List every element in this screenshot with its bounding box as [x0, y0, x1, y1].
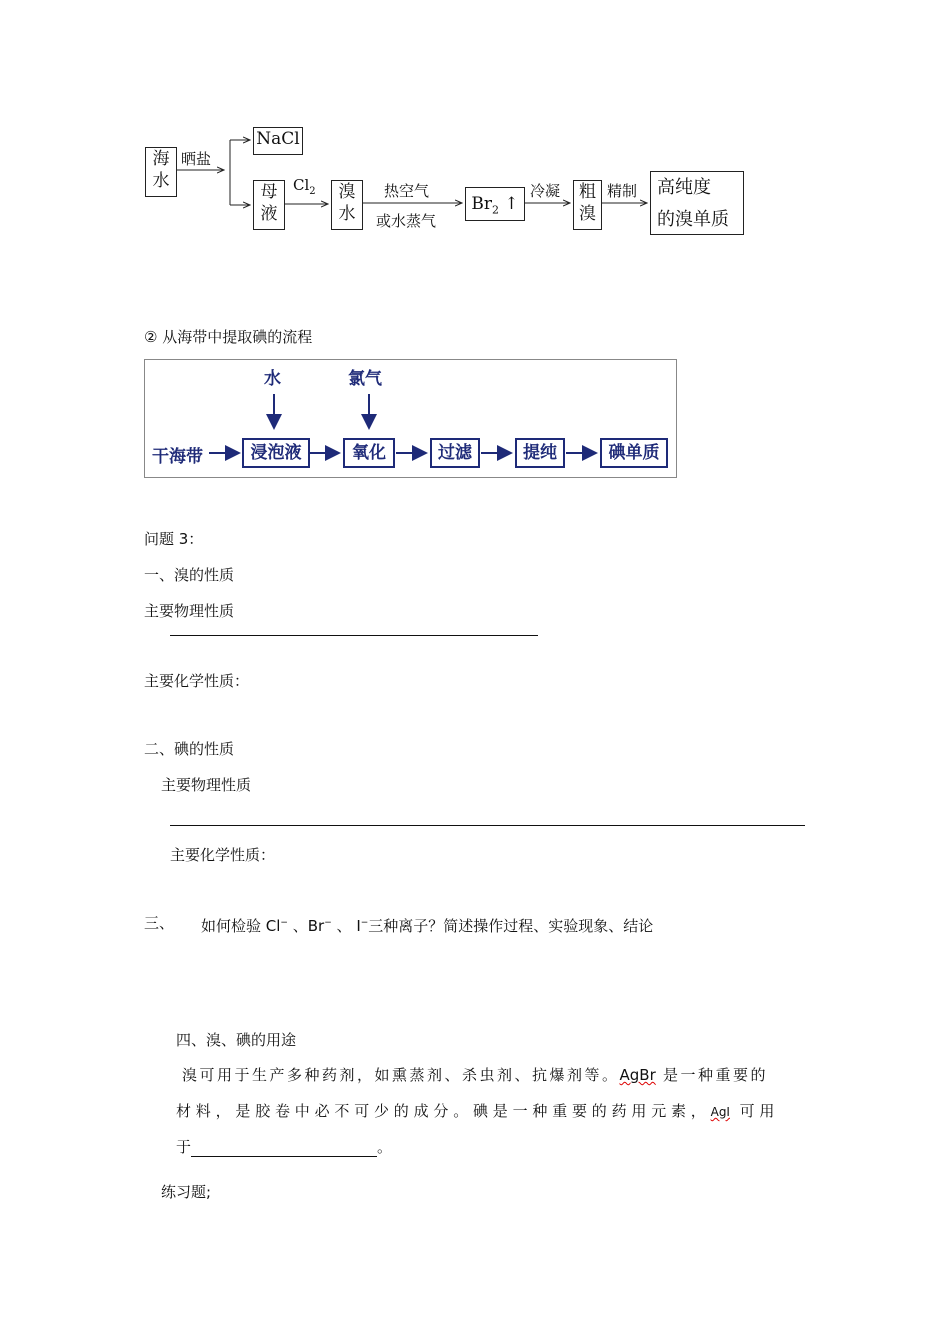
ion-test-question: 如何检验 Cl− 、Br− 、 I−三种离子？简述操作过程、实验现象、结论 [201, 917, 654, 935]
bromine-chemical-label: 主要化学性质： [144, 672, 250, 690]
bromine-properties-title: 一、溴的性质 [144, 566, 235, 584]
pure-bromine-box: 高纯度 的溴单质 [650, 171, 744, 235]
question-3-heading: 问题 3： [144, 530, 204, 548]
refine-label: 精制 [607, 182, 638, 200]
bromine-physical-answer-line [170, 635, 538, 636]
iodide-use-answer-blank [191, 1140, 377, 1157]
filter-box: 过滤 [430, 438, 480, 468]
crude-bromine-box: 粗 溴 [573, 180, 602, 230]
chlorine-input-label: 氯气 [348, 369, 382, 389]
iodine-chemical-label: 主要化学性质： [170, 846, 276, 864]
bromine-physical-label: 主要物理性质 [144, 602, 235, 620]
or-steam-label: 或水蒸气 [376, 212, 437, 230]
cl2-label: $Cl_2$ [293, 176, 316, 197]
purify-box: 提纯 [515, 438, 565, 468]
section-3-number: 三、 [144, 914, 175, 932]
iodine-physical-answer-line [170, 825, 805, 826]
iodine-flow-arrows [145, 360, 676, 477]
agi-term: AgI [710, 1105, 730, 1119]
mother-liquor-box: 母 液 [253, 180, 285, 230]
oxidize-box: 氧化 [343, 438, 395, 468]
uses-paragraph-line-3: 于 。 [176, 1138, 393, 1156]
dry-kelp-label: 干海带 [152, 447, 203, 467]
uses-paragraph-line-2: 材料，是胶卷中必不可少的成分。碘是一种重要的药用元素，AgI 可用 [176, 1102, 780, 1120]
iodine-properties-title: 二、碘的性质 [144, 740, 235, 758]
soak-liquid-box: 浸泡液 [242, 438, 310, 468]
iodine-product-box: 碘单质 [600, 438, 668, 468]
condense-label: 冷凝 [530, 182, 561, 200]
uses-paragraph-line-1: 溴可用于生产多种药剂，如熏蒸剂、杀虫剂、抗爆剂等。AgBr 是一种重要的 [182, 1066, 769, 1084]
sun-salt-label: 晒盐 [181, 150, 212, 168]
agbr-term: AgBr [619, 1066, 656, 1084]
iodine-physical-label: 主要物理性质 [161, 776, 252, 794]
water-input-label: 水 [264, 369, 281, 389]
nacl-box: NaCl [253, 127, 303, 155]
uses-title: 四、溴、碘的用途 [176, 1031, 297, 1049]
iodine-flow-diagram [144, 359, 677, 478]
seawater-box: 海 水 [145, 147, 177, 197]
exercises-heading: 练习题; [161, 1183, 212, 1201]
br2-gas-box: $Br_2$ ↑ [465, 187, 525, 221]
iodine-flow-caption: ② 从海带中提取碘的流程 [144, 328, 313, 346]
bromine-water-box: 溴 水 [331, 180, 363, 230]
hot-air-label: 热空气 [384, 182, 430, 200]
